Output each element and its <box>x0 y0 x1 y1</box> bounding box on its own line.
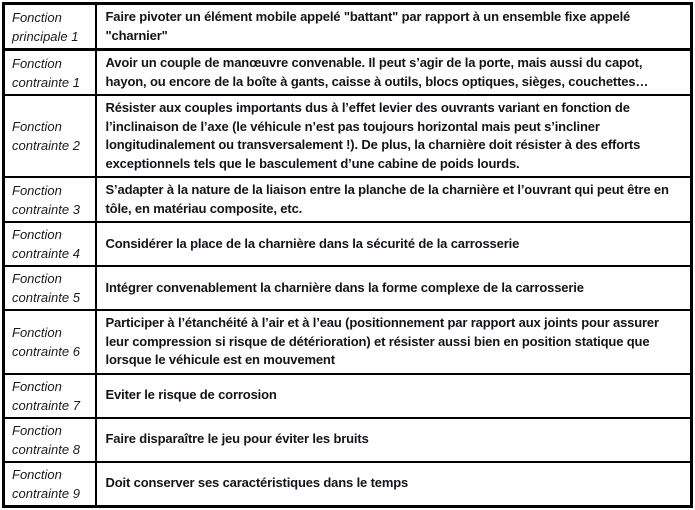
function-label: Fonction contrainte 9 <box>4 462 96 507</box>
table-row <box>4 50 692 96</box>
function-description: Résister aux couples importants dus à l’effet levier des ouvrants variant en fonction de l’inclinaison de l’axe (le véhicule n’est pas toujours horizontal mais peut s’incliner longitudinalement ou transversalement !). De plus, la charnière doit résister à des efforts exceptionnels tels que le basculement d’une cabine de poids lourds. <box>96 95 692 177</box>
table-row <box>4 310 692 374</box>
table-row <box>4 462 692 507</box>
function-description: Faire disparaître le jeu pour éviter les bruits <box>96 418 692 462</box>
function-label: Fonction contrainte 6 <box>4 310 96 374</box>
function-description: Considérer la place de la charnière dans la sécurité de la carrosserie <box>96 222 692 266</box>
function-label: Fonction contrainte 8 <box>4 418 96 462</box>
table-row <box>4 177 692 222</box>
function-label: Fonction contrainte 4 <box>4 222 96 266</box>
table-row <box>4 266 692 310</box>
function-description: Avoir un couple de manœuvre convenable. Il peut s’agir de la porte, mais aussi du capot, hayon, ou encore de la boîte à gants, caisse à outils, blocs optiques, sièges, couchettes… <box>96 50 692 96</box>
function-description: Faire pivoter un élément mobile appelé "battant" par rapport à un ensemble fixe appelé "charnier" <box>96 4 692 50</box>
function-description: S’adapter à la nature de la liaison entre la planche de la charnière et l’ouvrant qui peut être en tôle, en matériau composite, etc. <box>96 177 692 222</box>
table-row <box>4 95 692 177</box>
function-description: Eviter le risque de corrosion <box>96 374 692 418</box>
function-label: Fonction contrainte 3 <box>4 177 96 222</box>
functional-analysis-table <box>2 2 693 508</box>
function-label: Fonction contrainte 5 <box>4 266 96 310</box>
table-row <box>4 222 692 266</box>
function-description: Participer à l’étanchéité à l’air et à l’eau (positionnement par rapport aux joints pour assurer leur compression si risque de détérioration) et résister aussi bien en position statique que lorsque le véhicule est en mouvement <box>96 310 692 374</box>
function-label: Fonction contrainte 2 <box>4 95 96 177</box>
function-label: Fonction principale 1 <box>4 4 96 50</box>
table-row <box>4 374 692 418</box>
table-row <box>4 4 692 50</box>
function-label: Fonction contrainte 7 <box>4 374 96 418</box>
table-row <box>4 418 692 462</box>
function-label: Fonction contrainte 1 <box>4 50 96 96</box>
function-description: Intégrer convenablement la charnière dans la forme complexe de la carrosserie <box>96 266 692 310</box>
function-description: Doit conserver ses caractéristiques dans le temps <box>96 462 692 507</box>
table-body <box>4 4 692 507</box>
